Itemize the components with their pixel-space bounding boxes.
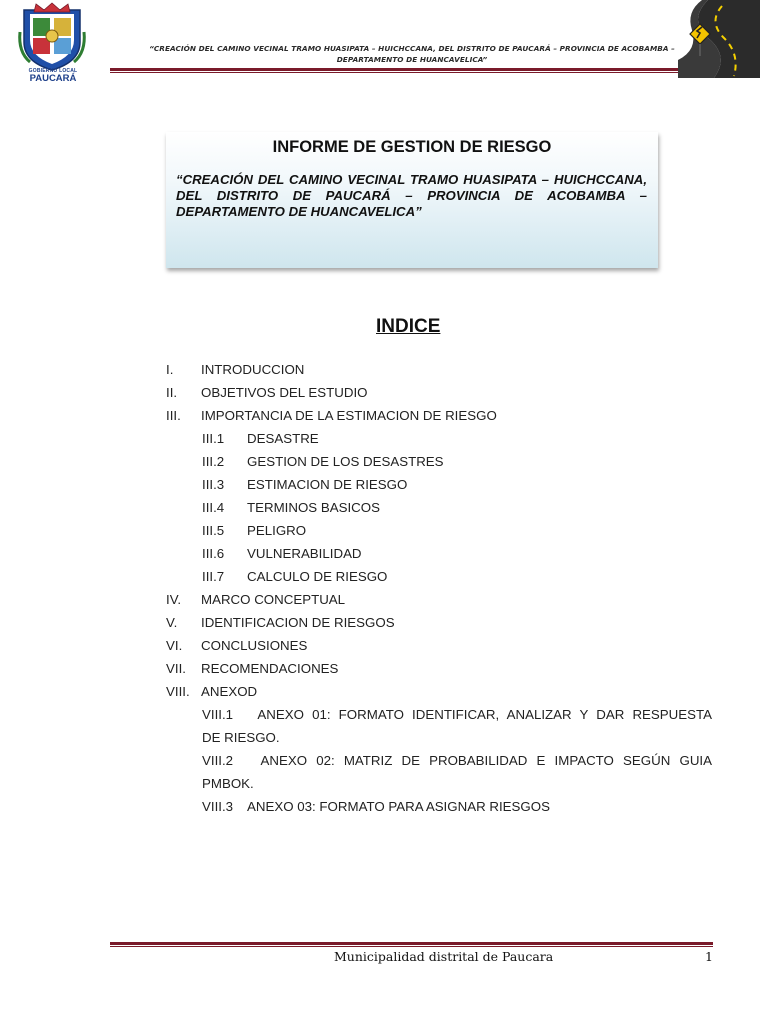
toc-item-number: V. bbox=[166, 615, 178, 630]
toc-item-number: IV. bbox=[166, 592, 182, 607]
toc-item-label: CONCLUSIONES bbox=[201, 638, 308, 653]
toc-item-label-continued: PMBOK. bbox=[202, 776, 254, 791]
header-project-line2: DEPARTAMENTO DE HUANCAVELICA” bbox=[336, 55, 488, 64]
toc-item-label: OBJETIVOS DEL ESTUDIO bbox=[201, 385, 368, 400]
toc-item-label: IMPORTANCIA DE LA ESTIMACION DE RIESGO bbox=[201, 408, 497, 423]
toc-item-number: III.5 bbox=[202, 523, 225, 538]
header-rule-thin bbox=[110, 72, 680, 73]
report-subtitle: “CREACIÓN DEL CAMINO VECINAL TRAMO HUASIPATA – HUICHCCANA, DEL DISTRITO DE PAUCARÁ – PROVINCIA DE ACOBAMBA – DEPARTAMENTO DE HUANCAVELICA” bbox=[176, 172, 647, 219]
toc-item-number: III.4 bbox=[202, 500, 225, 515]
toc-item-label: ESTIMACION DE RIESGO bbox=[247, 477, 408, 492]
toc-item-line bbox=[202, 703, 712, 726]
toc-item-label: CALCULO DE RIESGO bbox=[247, 569, 388, 584]
page-number: 1 bbox=[705, 949, 713, 964]
toc-item-label: IDENTIFICACION DE RIESGOS bbox=[201, 615, 395, 630]
index-heading: INDICE bbox=[376, 316, 441, 337]
toc-item-number: III.1 bbox=[202, 431, 225, 446]
toc-item-number: VII. bbox=[166, 661, 186, 676]
toc-item-number: VIII.1 bbox=[202, 707, 234, 722]
toc-item-number: VIII. bbox=[166, 684, 190, 699]
toc-item-number: VI. bbox=[166, 638, 183, 653]
report-title-box bbox=[166, 132, 658, 268]
toc-item-label: MARCO CONCEPTUAL bbox=[201, 592, 346, 607]
report-title: INFORME DE GESTION DE RIESGO bbox=[272, 138, 552, 156]
header-project-line1: “CREACIÓN DEL CAMINO VECINAL TRAMO HUASIPATA – HUICHCCANA, DEL DISTRITO DE PAUCARÁ – PROVINCIA DE ACOBAMBA – bbox=[149, 44, 675, 53]
toc-item-number: VIII.2 bbox=[202, 753, 234, 768]
toc-item-number: VIII.3 bbox=[202, 799, 234, 814]
toc-item-line bbox=[202, 749, 712, 772]
toc-subitem bbox=[202, 749, 712, 795]
header-project-title bbox=[112, 43, 712, 65]
toc-item-number: II. bbox=[166, 385, 178, 400]
footer-rule bbox=[110, 942, 713, 945]
toc-item-label: ANEXO 03: FORMATO PARA ASIGNAR RIESGOS bbox=[247, 799, 550, 814]
toc-item-label: ANEXO 02: MATRIZ DE PROBABILIDAD E IMPACTO SEGÚN GUIA bbox=[260, 753, 712, 768]
toc-item-label: DESASTRE bbox=[247, 431, 319, 446]
toc-item-label: VULNERABILIDAD bbox=[247, 546, 362, 561]
footer-rule-thin bbox=[110, 946, 713, 947]
toc-item-label: ANEXOD bbox=[201, 684, 258, 699]
header-rule bbox=[110, 68, 680, 71]
road-curve-sign-icon bbox=[678, 0, 760, 78]
logo-caption-top: GOBIERNO LOCAL bbox=[28, 68, 78, 74]
toc-item-label: RECOMENDACIONES bbox=[201, 661, 339, 676]
toc-item-label: ANEXO 01: FORMATO IDENTIFICAR, ANALIZAR Y DAR RESPUESTA bbox=[257, 707, 712, 722]
footer-municipality: Municipalidad distrital de Paucara bbox=[334, 949, 554, 964]
toc-item-label: TERMINOS BASICOS bbox=[247, 500, 380, 515]
toc-item-number: III.2 bbox=[202, 454, 225, 469]
toc-item-number: III.3 bbox=[202, 477, 225, 492]
logo-caption-bottom: PAUCARÁ bbox=[29, 73, 77, 84]
toc-item-number: III. bbox=[166, 408, 181, 423]
toc-item-number: I. bbox=[166, 362, 174, 377]
toc-item-number: III.6 bbox=[202, 546, 225, 561]
toc-item-label: INTRODUCCION bbox=[201, 362, 305, 377]
toc-item-label: GESTION DE LOS DESASTRES bbox=[247, 454, 444, 469]
toc-item-label: PELIGRO bbox=[247, 523, 307, 538]
toc-subitem bbox=[202, 703, 712, 749]
toc-item-number: III.7 bbox=[202, 569, 225, 584]
toc-item-label-continued: DE RIESGO. bbox=[202, 730, 280, 745]
